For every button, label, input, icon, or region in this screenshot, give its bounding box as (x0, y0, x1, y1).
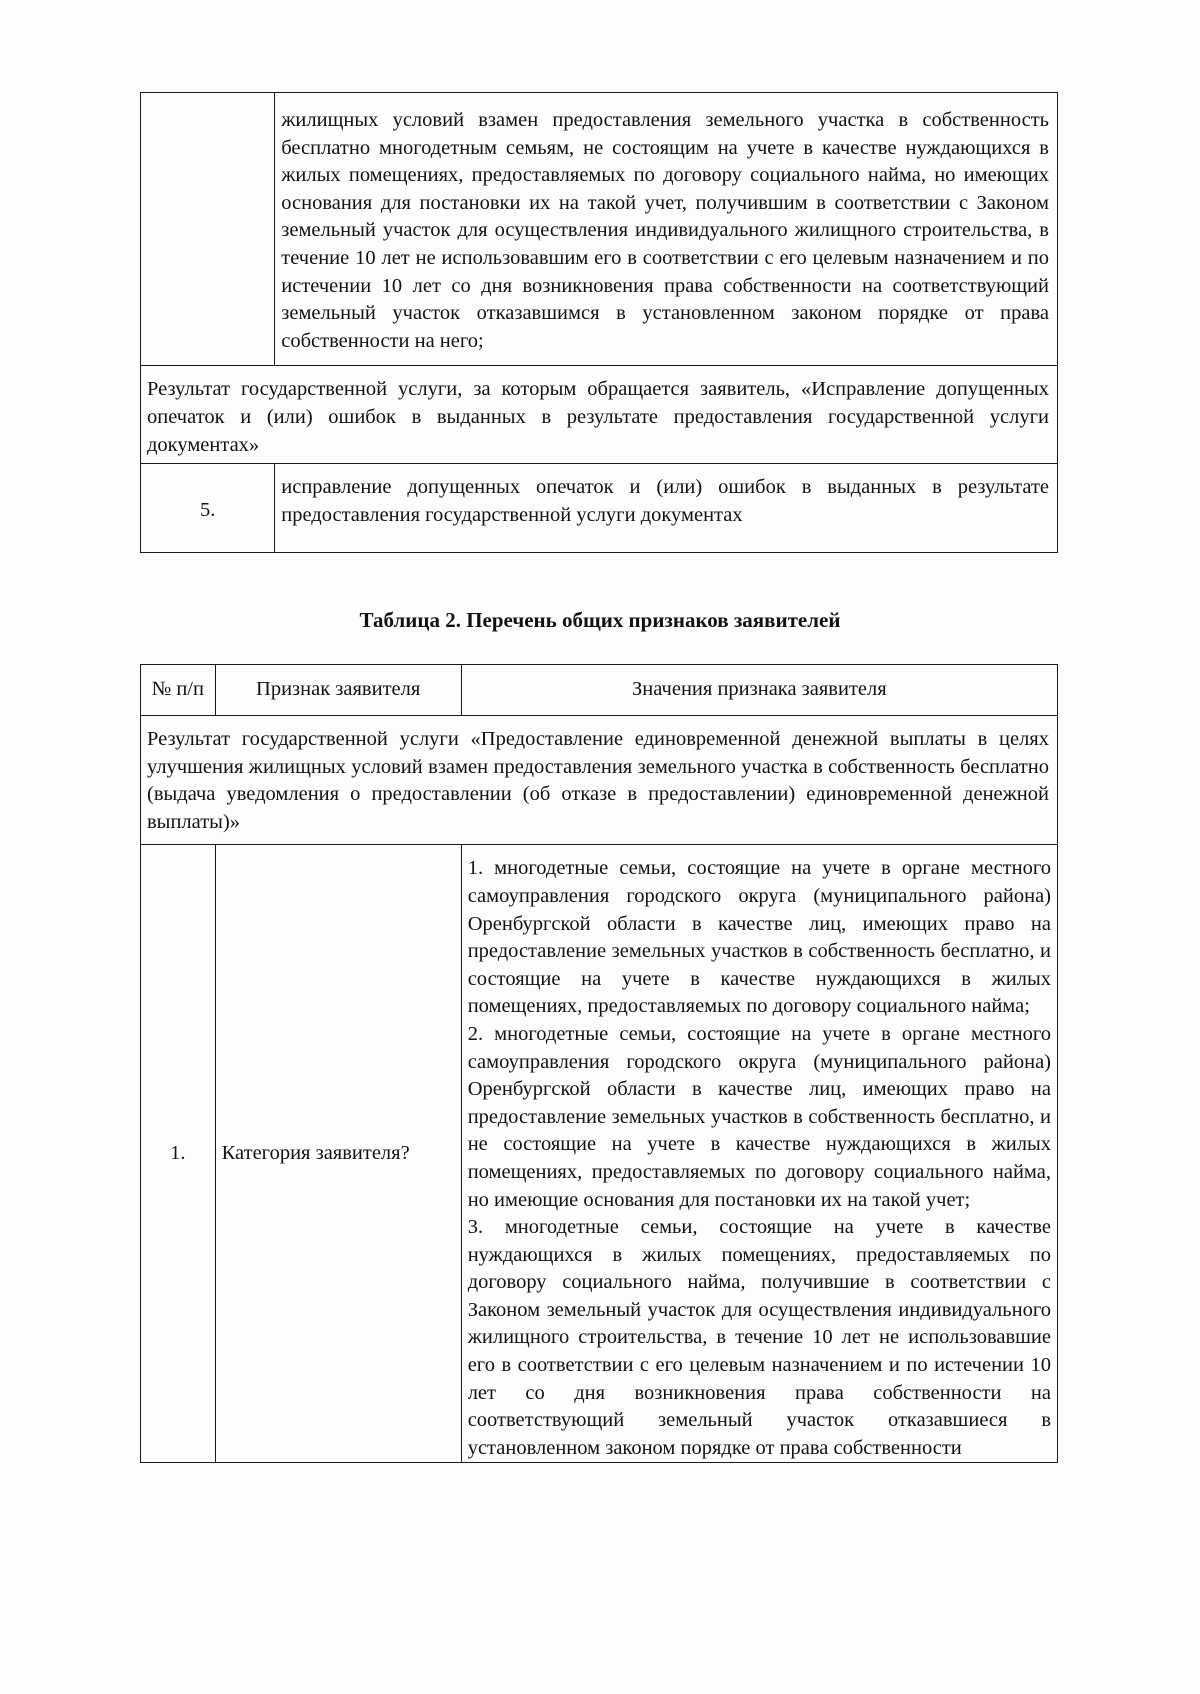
table-2-title: Таблица 2. Перечень общих признаков заявителей (359, 608, 841, 632)
feature-name: Категория заявителя? (215, 845, 461, 1463)
header-feature: Признак заявителя (215, 665, 461, 716)
row-text: исправление допущенных опечаток и (или) ошибок в выданных в результате предоставления государственной услуги документах (275, 464, 1058, 553)
table-2-section-heading: Результат государственной услуги «Предоставление единовременной денежной выплаты в целях улучшения жилищных условий взамен предоставления земельного участка в собственность бесплатно (выдача уведомления о предоставлении (об отказе в предоставлении) единовременной денежной выплаты)» (141, 716, 1058, 845)
table-row (141, 464, 1058, 553)
table-row (141, 93, 1058, 366)
table-row (141, 845, 1058, 1463)
header-values: Значения признака заявителя (461, 665, 1057, 716)
header-num: № п/п (141, 665, 216, 716)
feature-value-item: 2. многодетные семьи, состоящие на учете в органе местного самоуправления городского округа (муниципального района) Оренбургской области в качестве лиц, имеющих право на предоставление земельных участков в собственность бесплатно, и не состоящие на учете в качестве нуждающихся в жилых помещениях, предоставляемых по договору социального найма, но имеющие основания для постановки их на такой учет; (467, 1022, 1051, 1211)
feature-value-item: 1. многодетные семьи, состоящие на учете в органе местного самоуправления городского округа (муниципального района) Оренбургской области в качестве лиц, имеющих право на предоставление земельных участков в собственность бесплатно, и состоящие на учете в качестве нуждающихся в жилых помещениях, предоставляемых по договору социального найма; (467, 857, 1051, 1018)
table-1-section-heading: Результат государственной услуги, за которым обращается заявитель, «Исправление допущенных опечаток и (или) ошибок в выданных в результате предоставления государственной услуги документах» (141, 366, 1058, 464)
table-1-continuation-text: жилищных условий взамен предоставления земельного участка в собственность бесплатно многодетным семьям, не состоящим на учете в качестве нуждающихся в жилых помещениях, предоставляемых по договору социального найма, но имеющих основания для постановки их на такой учет, получившим в соответствии с Законом земельный участок для осуществления индивидуального жилищного строительства, в течение 10 лет не использовавшим его в соответствии с его целевым назначением и по истечении 10 лет со дня возникновения права собственности на соответствующий земельный участок отказавшимся в установленном законом порядке от права собственности на него; (275, 93, 1058, 366)
row-number: 1. (141, 845, 216, 1463)
table-2-applicant-features (140, 664, 1058, 1463)
table-header-row (141, 665, 1058, 716)
table-row (141, 366, 1058, 464)
table-row (141, 716, 1058, 845)
table-1-empty-num-cell (141, 93, 275, 366)
row-number: 5. (141, 464, 275, 553)
feature-values (461, 845, 1057, 1463)
table-1-continuation (140, 92, 1058, 553)
feature-value-item: 3. многодетные семьи, состоящие на учете в качестве нуждающихся в жилых помещениях, предоставляемых по договору социального найма, получившие в соответствии с Законом земельный участок для осуществления индивидуального жилищного строительства, в течение 10 лет не использовавшие его в соответствии с его целевым назначением и по истечении 10 лет со дня возникновения права собственности на соответствующий земельный участок отказавшиеся в установленном законом порядке от права собственности (467, 1216, 1051, 1459)
